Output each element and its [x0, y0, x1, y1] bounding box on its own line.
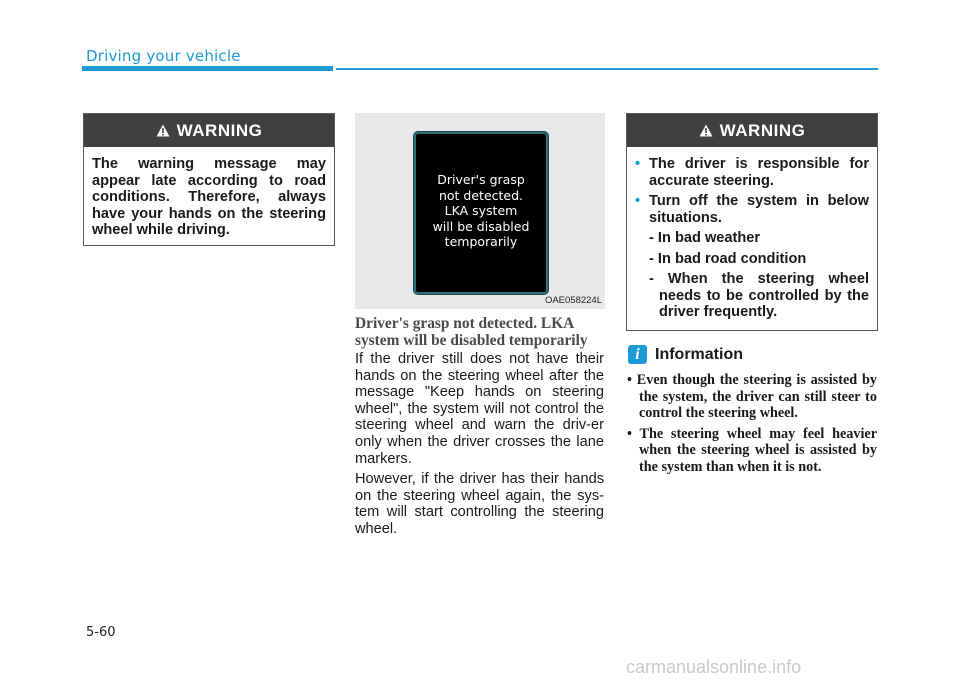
warning-header	[627, 114, 877, 147]
list-item: • The steering wheel may feel heavier when the steering wheel is assisted by the system than when it is not.	[627, 425, 877, 475]
warning-bullet-list	[635, 156, 869, 321]
section-title: Driving your vehicle	[86, 47, 241, 65]
information-icon: i	[628, 345, 647, 364]
bullet-dot-icon: •	[635, 193, 641, 209]
page-number: 5-60	[86, 625, 116, 640]
warning-content	[627, 147, 877, 334]
warning-triangle-icon	[699, 124, 713, 137]
list-item: - In bad road condition	[649, 250, 807, 267]
watermark: carmanualsonline.info	[626, 657, 802, 677]
figure-code: OAE058224L	[544, 295, 602, 306]
cluster-screen-message: Driver's grasp not detected. LKA system will be disabled temporarily	[432, 172, 530, 249]
warning-bullet-text: Turn off the system in below situations.	[649, 193, 869, 226]
cluster-screen	[414, 132, 548, 294]
warning-label: WARNING	[719, 120, 806, 140]
warning-text: The warning message may appear late according to road conditions. Therefore, always have your hands on the steering wheel while driving.	[92, 156, 326, 238]
warning-bullet-text: The driver is responsible for accurate steering.	[649, 156, 869, 189]
list-item: • Even though the steering is assisted by the system, the driver can still steer to control the steering wheel.	[627, 372, 877, 422]
list-item: - In bad weather	[649, 230, 761, 246]
information-title: Information	[655, 346, 743, 363]
list-item	[635, 156, 869, 189]
body-paragraph: If the driver still does not have their hands on the steering wheel after the message "Keep hands on steering wheel", the system will not control the steering wheel and warn the driv-er only when the driver crosses the lane markers.	[355, 351, 604, 467]
header-rule-thick	[82, 66, 333, 71]
situation-list	[649, 230, 869, 321]
list-item: - When the steering wheel needs to be controlled by the driver frequently.	[649, 271, 869, 320]
warning-box-left	[83, 113, 335, 246]
header-rule-thin	[336, 68, 878, 70]
body-paragraph: However, if the driver has their hands on the steering wheel again, the sys-tem will start controlling the steering wheel.	[355, 471, 604, 537]
list-item	[635, 193, 869, 321]
warning-box-right	[626, 113, 878, 331]
section-heading: Driver's grasp not detected. LKA system will be disabled temporarily	[355, 315, 588, 349]
cluster-display-figure	[355, 113, 605, 309]
bullet-dot-icon: •	[635, 156, 641, 172]
warning-triangle-icon	[156, 124, 170, 137]
warning-header	[84, 114, 334, 147]
warning-label: WARNING	[176, 120, 263, 140]
information-list	[627, 372, 877, 480]
